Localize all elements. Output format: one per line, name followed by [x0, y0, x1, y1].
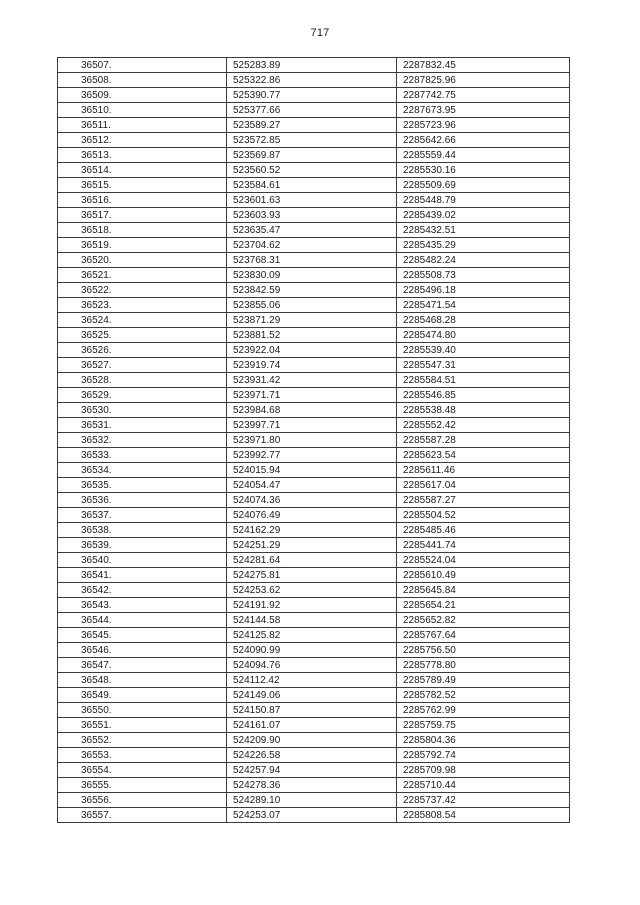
table-row — [58, 283, 570, 298]
table-row — [58, 193, 570, 208]
x-coordinate-cell: 524125.82 — [227, 628, 397, 643]
point-number-cell: 36549. — [58, 688, 227, 703]
point-number-cell: 36531. — [58, 418, 227, 433]
y-coordinate-cell: 2285552.42 — [397, 418, 570, 433]
table-row — [58, 163, 570, 178]
x-coordinate-cell: 523589.27 — [227, 118, 397, 133]
point-number-cell: 36513. — [58, 148, 227, 163]
x-coordinate-cell: 523603.93 — [227, 208, 397, 223]
table-row — [58, 343, 570, 358]
y-coordinate-cell: 2285804.36 — [397, 733, 570, 748]
table-row — [58, 553, 570, 568]
table-row — [58, 133, 570, 148]
y-coordinate-cell: 2285652.82 — [397, 613, 570, 628]
table-body — [58, 58, 570, 823]
y-coordinate-cell: 2285547.31 — [397, 358, 570, 373]
table-row — [58, 523, 570, 538]
table-row — [58, 373, 570, 388]
point-number-cell: 36541. — [58, 568, 227, 583]
x-coordinate-cell: 523572.85 — [227, 133, 397, 148]
y-coordinate-cell: 2285584.51 — [397, 373, 570, 388]
y-coordinate-cell: 2285587.27 — [397, 493, 570, 508]
x-coordinate-cell: 525322.86 — [227, 73, 397, 88]
table-row — [58, 793, 570, 808]
y-coordinate-cell: 2285485.46 — [397, 523, 570, 538]
point-number-cell: 36517. — [58, 208, 227, 223]
table-row — [58, 403, 570, 418]
x-coordinate-cell: 523931.42 — [227, 373, 397, 388]
y-coordinate-cell: 2285808.54 — [397, 808, 570, 823]
y-coordinate-cell: 2285496.18 — [397, 283, 570, 298]
point-number-cell: 36522. — [58, 283, 227, 298]
x-coordinate-cell: 524074.36 — [227, 493, 397, 508]
point-number-cell: 36542. — [58, 583, 227, 598]
y-coordinate-cell: 2287742.75 — [397, 88, 570, 103]
table-row — [58, 613, 570, 628]
y-coordinate-cell: 2285617.04 — [397, 478, 570, 493]
table-row — [58, 718, 570, 733]
table-row — [58, 388, 570, 403]
x-coordinate-cell: 523842.59 — [227, 283, 397, 298]
x-coordinate-cell: 524015.94 — [227, 463, 397, 478]
x-coordinate-cell: 523830.09 — [227, 268, 397, 283]
point-number-cell: 36529. — [58, 388, 227, 403]
x-coordinate-cell: 524289.10 — [227, 793, 397, 808]
table-row — [58, 583, 570, 598]
table-row — [58, 88, 570, 103]
point-number-cell: 36543. — [58, 598, 227, 613]
table-row — [58, 433, 570, 448]
point-number-cell: 36520. — [58, 253, 227, 268]
table-row — [58, 643, 570, 658]
point-number-cell: 36556. — [58, 793, 227, 808]
y-coordinate-cell: 2285759.75 — [397, 718, 570, 733]
table-row — [58, 223, 570, 238]
table-row — [58, 598, 570, 613]
y-coordinate-cell: 2285509.69 — [397, 178, 570, 193]
point-number-cell: 36544. — [58, 613, 227, 628]
point-number-cell: 36552. — [58, 733, 227, 748]
x-coordinate-cell: 524191.92 — [227, 598, 397, 613]
table-row — [58, 703, 570, 718]
y-coordinate-cell: 2285435.29 — [397, 238, 570, 253]
y-coordinate-cell: 2285471.54 — [397, 298, 570, 313]
x-coordinate-cell: 523601.63 — [227, 193, 397, 208]
point-number-cell: 36554. — [58, 763, 227, 778]
point-number-cell: 36548. — [58, 673, 227, 688]
point-number-cell: 36523. — [58, 298, 227, 313]
point-number-cell: 36539. — [58, 538, 227, 553]
y-coordinate-cell: 2287832.45 — [397, 58, 570, 73]
y-coordinate-cell: 2285482.24 — [397, 253, 570, 268]
point-number-cell: 36509. — [58, 88, 227, 103]
x-coordinate-cell: 524253.07 — [227, 808, 397, 823]
point-number-cell: 36510. — [58, 103, 227, 118]
y-coordinate-cell: 2285654.21 — [397, 598, 570, 613]
point-number-cell: 36555. — [58, 778, 227, 793]
point-number-cell: 36530. — [58, 403, 227, 418]
table-row — [58, 808, 570, 823]
y-coordinate-cell: 2285782.52 — [397, 688, 570, 703]
table-row — [58, 313, 570, 328]
point-number-cell: 36551. — [58, 718, 227, 733]
x-coordinate-cell: 524161.07 — [227, 718, 397, 733]
point-number-cell: 36546. — [58, 643, 227, 658]
table-row — [58, 268, 570, 283]
point-number-cell: 36536. — [58, 493, 227, 508]
y-coordinate-cell: 2285723.96 — [397, 118, 570, 133]
y-coordinate-cell: 2285762.99 — [397, 703, 570, 718]
point-number-cell: 36508. — [58, 73, 227, 88]
table-row — [58, 673, 570, 688]
point-number-cell: 36537. — [58, 508, 227, 523]
x-coordinate-cell: 523569.87 — [227, 148, 397, 163]
x-coordinate-cell: 523881.52 — [227, 328, 397, 343]
x-coordinate-cell: 524149.06 — [227, 688, 397, 703]
y-coordinate-cell: 2285474.80 — [397, 328, 570, 343]
point-number-cell: 36534. — [58, 463, 227, 478]
page-number: 717 — [310, 27, 330, 39]
table-row — [58, 493, 570, 508]
x-coordinate-cell: 523855.06 — [227, 298, 397, 313]
x-coordinate-cell: 523922.04 — [227, 343, 397, 358]
x-coordinate-cell: 524150.87 — [227, 703, 397, 718]
table-row — [58, 538, 570, 553]
table-row — [58, 478, 570, 493]
table-row — [58, 178, 570, 193]
point-number-cell: 36526. — [58, 343, 227, 358]
point-number-cell: 36518. — [58, 223, 227, 238]
y-coordinate-cell: 2285789.49 — [397, 673, 570, 688]
y-coordinate-cell: 2285737.42 — [397, 793, 570, 808]
point-number-cell: 36538. — [58, 523, 227, 538]
y-coordinate-cell: 2285792.74 — [397, 748, 570, 763]
y-coordinate-cell: 2285530.16 — [397, 163, 570, 178]
y-coordinate-cell: 2285448.79 — [397, 193, 570, 208]
table-row — [58, 358, 570, 373]
y-coordinate-cell: 2287673.95 — [397, 103, 570, 118]
point-number-cell: 36540. — [58, 553, 227, 568]
table-row — [58, 463, 570, 478]
x-coordinate-cell: 524251.29 — [227, 538, 397, 553]
point-number-cell: 36516. — [58, 193, 227, 208]
point-number-cell: 36557. — [58, 808, 227, 823]
point-number-cell: 36532. — [58, 433, 227, 448]
table-row — [58, 148, 570, 163]
y-coordinate-cell: 2285642.66 — [397, 133, 570, 148]
point-number-cell: 36545. — [58, 628, 227, 643]
x-coordinate-cell: 523560.52 — [227, 163, 397, 178]
x-coordinate-cell: 525283.89 — [227, 58, 397, 73]
table-row — [58, 58, 570, 73]
x-coordinate-cell: 523984.68 — [227, 403, 397, 418]
x-coordinate-cell: 525390.77 — [227, 88, 397, 103]
x-coordinate-cell: 524275.81 — [227, 568, 397, 583]
table-row — [58, 208, 570, 223]
y-coordinate-cell: 2287825.96 — [397, 73, 570, 88]
x-coordinate-cell: 523919.74 — [227, 358, 397, 373]
y-coordinate-cell: 2285756.50 — [397, 643, 570, 658]
y-coordinate-cell: 2285611.46 — [397, 463, 570, 478]
table-row — [58, 568, 570, 583]
point-number-cell: 36524. — [58, 313, 227, 328]
y-coordinate-cell: 2285559.44 — [397, 148, 570, 163]
x-coordinate-cell: 523704.62 — [227, 238, 397, 253]
point-number-cell: 36528. — [58, 373, 227, 388]
table-row — [58, 118, 570, 133]
x-coordinate-cell: 523871.29 — [227, 313, 397, 328]
x-coordinate-cell: 524162.29 — [227, 523, 397, 538]
point-number-cell: 36553. — [58, 748, 227, 763]
y-coordinate-cell: 2285441.74 — [397, 538, 570, 553]
table-row — [58, 658, 570, 673]
y-coordinate-cell: 2285546.85 — [397, 388, 570, 403]
y-coordinate-cell: 2285767.64 — [397, 628, 570, 643]
point-number-cell: 36515. — [58, 178, 227, 193]
y-coordinate-cell: 2285710.44 — [397, 778, 570, 793]
y-coordinate-cell: 2285439.02 — [397, 208, 570, 223]
table-row — [58, 448, 570, 463]
table-row — [58, 298, 570, 313]
x-coordinate-cell: 524226.58 — [227, 748, 397, 763]
x-coordinate-cell: 524112.42 — [227, 673, 397, 688]
point-number-cell: 36521. — [58, 268, 227, 283]
y-coordinate-cell: 2285504.52 — [397, 508, 570, 523]
table-row — [58, 763, 570, 778]
point-number-cell: 36525. — [58, 328, 227, 343]
point-number-cell: 36533. — [58, 448, 227, 463]
y-coordinate-cell: 2285623.54 — [397, 448, 570, 463]
point-number-cell: 36512. — [58, 133, 227, 148]
x-coordinate-cell: 524253.62 — [227, 583, 397, 598]
table-row — [58, 778, 570, 793]
point-number-cell: 36550. — [58, 703, 227, 718]
y-coordinate-cell: 2285587.28 — [397, 433, 570, 448]
table-row — [58, 253, 570, 268]
x-coordinate-cell: 524281.64 — [227, 553, 397, 568]
table-row — [58, 688, 570, 703]
y-coordinate-cell: 2285709.98 — [397, 763, 570, 778]
point-number-cell: 36519. — [58, 238, 227, 253]
point-number-cell: 36507. — [58, 58, 227, 73]
x-coordinate-cell: 524094.76 — [227, 658, 397, 673]
table-row — [58, 238, 570, 253]
y-coordinate-cell: 2285524.04 — [397, 553, 570, 568]
x-coordinate-cell: 523635.47 — [227, 223, 397, 238]
x-coordinate-cell: 524090.99 — [227, 643, 397, 658]
x-coordinate-cell: 525377.66 — [227, 103, 397, 118]
point-number-cell: 36527. — [58, 358, 227, 373]
point-number-cell: 36535. — [58, 478, 227, 493]
table-row — [58, 73, 570, 88]
table-row — [58, 748, 570, 763]
x-coordinate-cell: 524144.58 — [227, 613, 397, 628]
table-row — [58, 508, 570, 523]
point-number-cell: 36511. — [58, 118, 227, 133]
x-coordinate-cell: 524257.94 — [227, 763, 397, 778]
x-coordinate-cell: 523971.71 — [227, 388, 397, 403]
y-coordinate-cell: 2285778.80 — [397, 658, 570, 673]
x-coordinate-cell: 523971.80 — [227, 433, 397, 448]
x-coordinate-cell: 524054.47 — [227, 478, 397, 493]
x-coordinate-cell: 524076.49 — [227, 508, 397, 523]
x-coordinate-cell: 523997.71 — [227, 418, 397, 433]
y-coordinate-cell: 2285645.84 — [397, 583, 570, 598]
coordinates-table — [57, 57, 570, 823]
x-coordinate-cell: 523584.61 — [227, 178, 397, 193]
y-coordinate-cell: 2285538.48 — [397, 403, 570, 418]
y-coordinate-cell: 2285432.51 — [397, 223, 570, 238]
table-row — [58, 103, 570, 118]
y-coordinate-cell: 2285508.73 — [397, 268, 570, 283]
x-coordinate-cell: 524209.90 — [227, 733, 397, 748]
x-coordinate-cell: 523992.77 — [227, 448, 397, 463]
x-coordinate-cell: 523768.31 — [227, 253, 397, 268]
table-row — [58, 733, 570, 748]
x-coordinate-cell: 524278.36 — [227, 778, 397, 793]
y-coordinate-cell: 2285468.28 — [397, 313, 570, 328]
y-coordinate-cell: 2285539.40 — [397, 343, 570, 358]
point-number-cell: 36547. — [58, 658, 227, 673]
table-row — [58, 418, 570, 433]
table-row — [58, 628, 570, 643]
y-coordinate-cell: 2285610.49 — [397, 568, 570, 583]
table-row — [58, 328, 570, 343]
point-number-cell: 36514. — [58, 163, 227, 178]
